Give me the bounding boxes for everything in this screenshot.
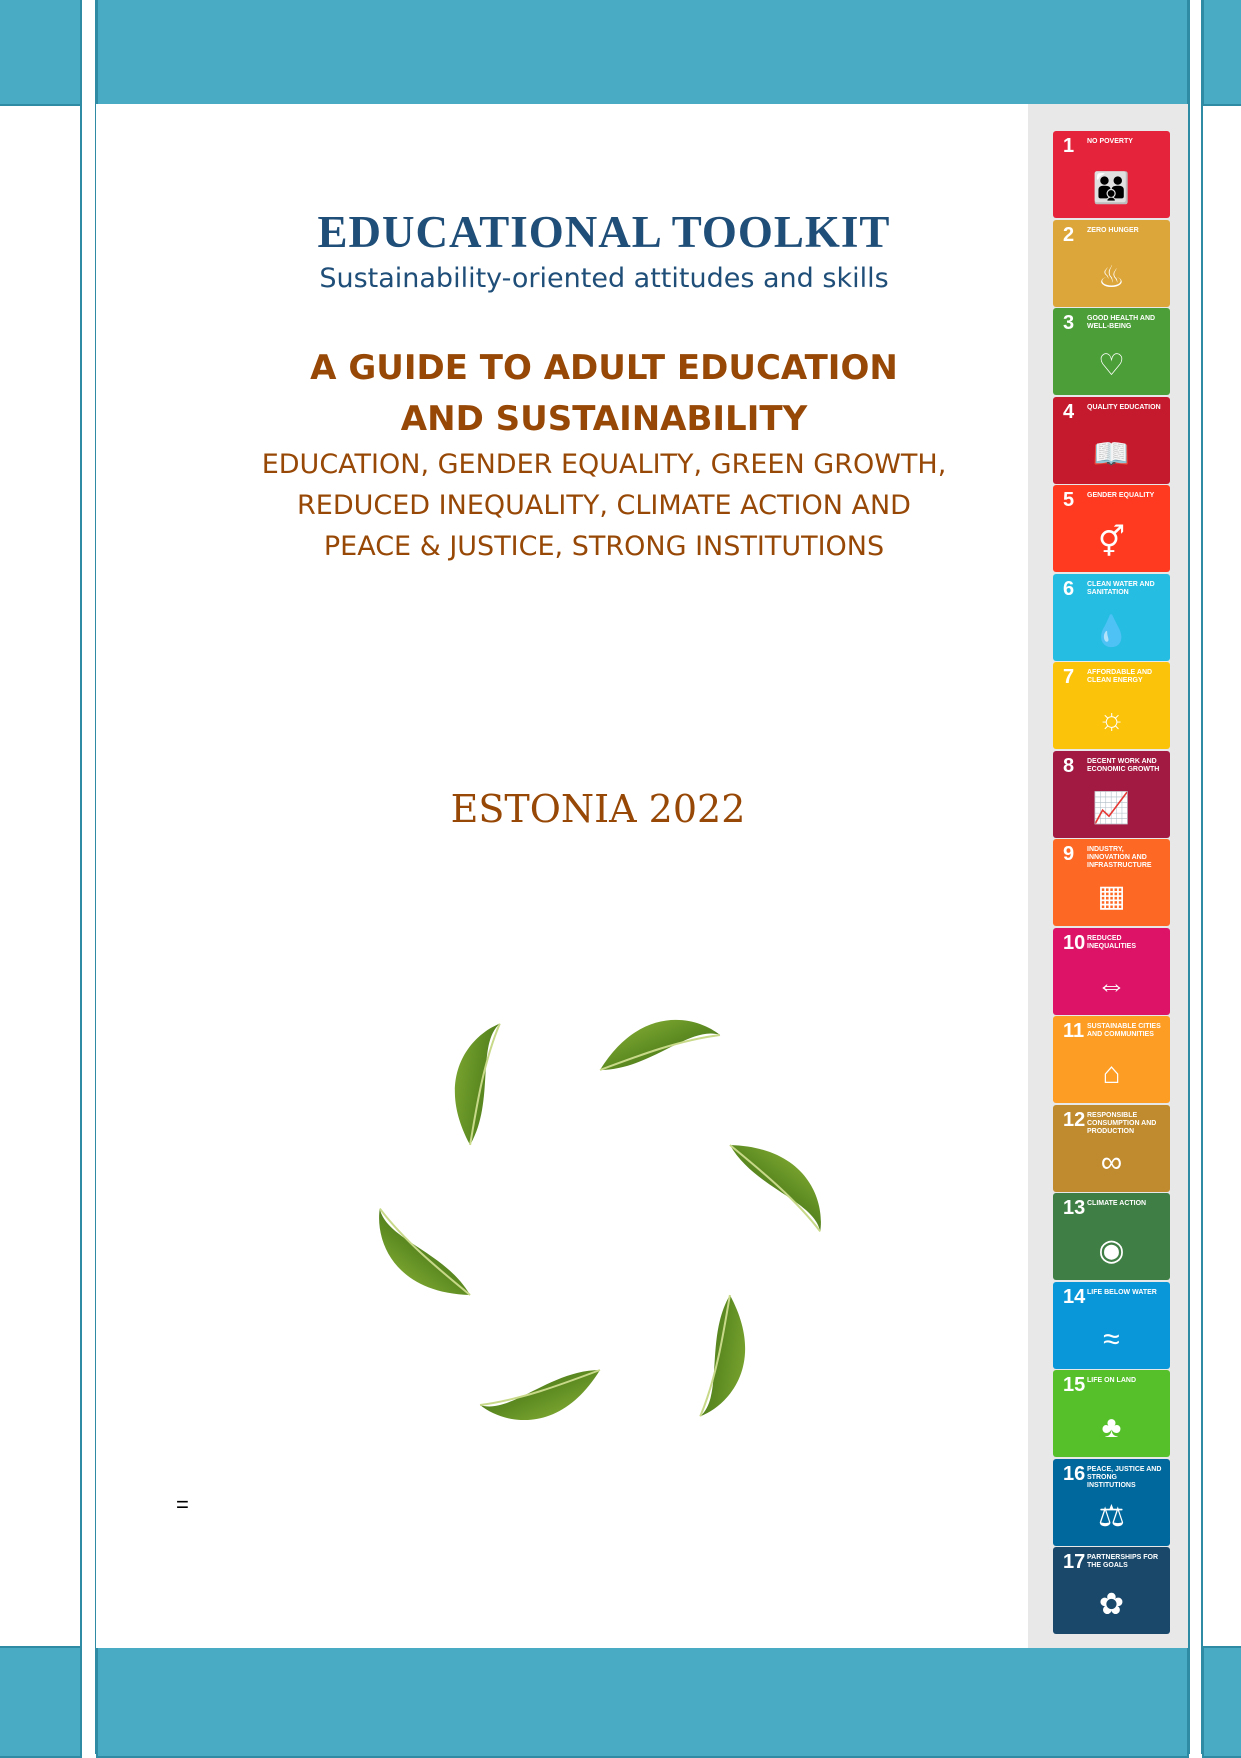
top-band-right (1202, 0, 1241, 106)
guide-topics-line3: PEACE & JUSTICE, STRONG INSTITUTIONS (323, 531, 885, 562)
sdg-tile-16 (1053, 1459, 1170, 1546)
sdg-tile-6 (1053, 574, 1170, 661)
sdg-number: 10 (1063, 931, 1086, 954)
infinity-icon: ∞ (1100, 1145, 1123, 1179)
sdg-number: 11 (1063, 1020, 1085, 1042)
toolkit-subtitle: Sustainability-oriented attitudes and skills (319, 263, 889, 294)
sdg-tile-14 (1053, 1282, 1170, 1369)
footer-mark: = (176, 1492, 189, 1517)
growth-chart-icon: 📈 (1092, 791, 1131, 825)
sdg-label: GENDER EQUALITY (1087, 492, 1155, 499)
sdg-number: 12 (1063, 1108, 1086, 1131)
leaf-wreath-image (300, 900, 880, 1420)
sdg-label: GOOD HEALTH AND WELL-BEING (1087, 315, 1156, 330)
sdg-label: RESPONSIBLE CONSUMPTION AND PRODUCTION (1087, 1111, 1157, 1135)
sdg-tile-13 (1053, 1193, 1170, 1280)
sdg-tile-15 (1053, 1370, 1170, 1457)
sdg-number: 9 (1063, 843, 1075, 865)
city-icon: ⌂ (1102, 1057, 1121, 1090)
sdg-tile-8 (1053, 751, 1170, 838)
sdg-tile-9 (1053, 839, 1170, 926)
place-year: ESTONIA 2022 (450, 787, 746, 831)
cubes-icon: ▦ (1097, 880, 1126, 913)
heartbeat-icon: ♡ (1098, 349, 1125, 382)
sdg-number: 6 (1063, 577, 1075, 600)
rings-icon: ✿ (1098, 1588, 1125, 1621)
sdg-label: NO POVERTY (1087, 138, 1133, 145)
frame-line-right-outer (1201, 0, 1203, 1754)
sdg-number: 13 (1063, 1197, 1086, 1219)
sdg-number: 4 (1063, 400, 1075, 423)
guide-topics-line1: EDUCATION, GENDER EQUALITY, GREEN GROWTH, (261, 449, 947, 480)
toolkit-title: EDUCATIONAL TOOLKIT (317, 207, 891, 257)
sdg-number: 1 (1063, 135, 1075, 157)
people-icon: 👪 (1092, 172, 1131, 205)
sdg-label: CLEAN WATER AND SANITATION (1087, 580, 1155, 596)
sdg-tile-2 (1053, 220, 1170, 307)
sdg-number: 14 (1063, 1285, 1086, 1308)
sdg-tile-12 (1053, 1105, 1170, 1192)
guide-topics-line2: REDUCED INEQUALITY, CLIMATE ACTION AND (297, 490, 911, 521)
top-band-left (0, 0, 82, 106)
sdg-tile-1 (1053, 131, 1170, 218)
equal-arrows-icon: ⇔ (1096, 968, 1127, 1002)
tree-icon: ♣ (1101, 1411, 1122, 1444)
book-icon: 📖 (1092, 437, 1131, 471)
sdg-label: DECENT WORK AND ECONOMIC GROWTH (1087, 757, 1160, 773)
gender-icon: ⚥ (1097, 526, 1126, 559)
sdg-tile-4 (1053, 397, 1170, 484)
sdg-number: 16 (1063, 1462, 1086, 1485)
guide-title-line2: AND SUSTAINABILITY (400, 399, 808, 439)
sdg-label: QUALITY EDUCATION (1087, 403, 1161, 411)
sdg-label: LIFE BELOW WATER (1087, 1288, 1157, 1296)
bottom-band-left (0, 1646, 82, 1758)
sun-icon: ☼ (1097, 703, 1126, 736)
sdg-label: CLIMATE ACTION (1087, 1200, 1147, 1207)
sdg-label: AFFORDABLE AND CLEAN ENERGY (1087, 669, 1153, 684)
sdg-number: 5 (1063, 489, 1075, 511)
sdg-number: 15 (1063, 1374, 1086, 1396)
sdg-label: INDUSTRY, INNOVATION AND INFRASTRUCTURE (1087, 846, 1152, 869)
sdg-label: SUSTAINABLE CITIES AND COMMUNITIES (1087, 1023, 1161, 1038)
dove-icon: ⚖ (1098, 1499, 1125, 1533)
sdg-number: 2 (1063, 223, 1075, 246)
sdg-tile-11 (1053, 1016, 1170, 1103)
sdg-tile-10 (1053, 928, 1170, 1015)
bottom-band-right (1202, 1646, 1241, 1758)
sdg-label: ZERO HUNGER (1087, 226, 1139, 234)
frame-line-left-outer (80, 0, 82, 1754)
sdg-number: 8 (1063, 754, 1075, 777)
sdg-tile-7 (1053, 662, 1170, 749)
sdg-number: 3 (1063, 312, 1075, 334)
top-band (96, 0, 1189, 106)
sdg-tile-5 (1053, 485, 1170, 572)
sdg-number: 7 (1063, 666, 1075, 688)
bowl-icon: ♨ (1098, 260, 1125, 294)
fish-icon: ≈ (1103, 1322, 1120, 1356)
eye-globe-icon: ◉ (1098, 1234, 1125, 1267)
sdg-label: PEACE, JUSTICE AND STRONG INSTITUTIONS (1087, 1465, 1162, 1489)
sdg-tile-17 (1053, 1547, 1170, 1634)
bottom-band (96, 1646, 1189, 1758)
frame-line-right-inner (1188, 0, 1190, 1754)
sdg-number: 17 (1063, 1551, 1086, 1573)
sdg-label: REDUCED INEQUALITIES (1087, 934, 1137, 950)
sdg-tile-3 (1053, 308, 1170, 395)
guide-title-line1: A GUIDE TO ADULT EDUCATION (310, 348, 898, 388)
water-icon: 💧 (1092, 614, 1131, 648)
sdg-label: PARTNERSHIPS FOR THE GOALS (1087, 1554, 1159, 1569)
sdg-label: LIFE ON LAND (1087, 1377, 1136, 1384)
